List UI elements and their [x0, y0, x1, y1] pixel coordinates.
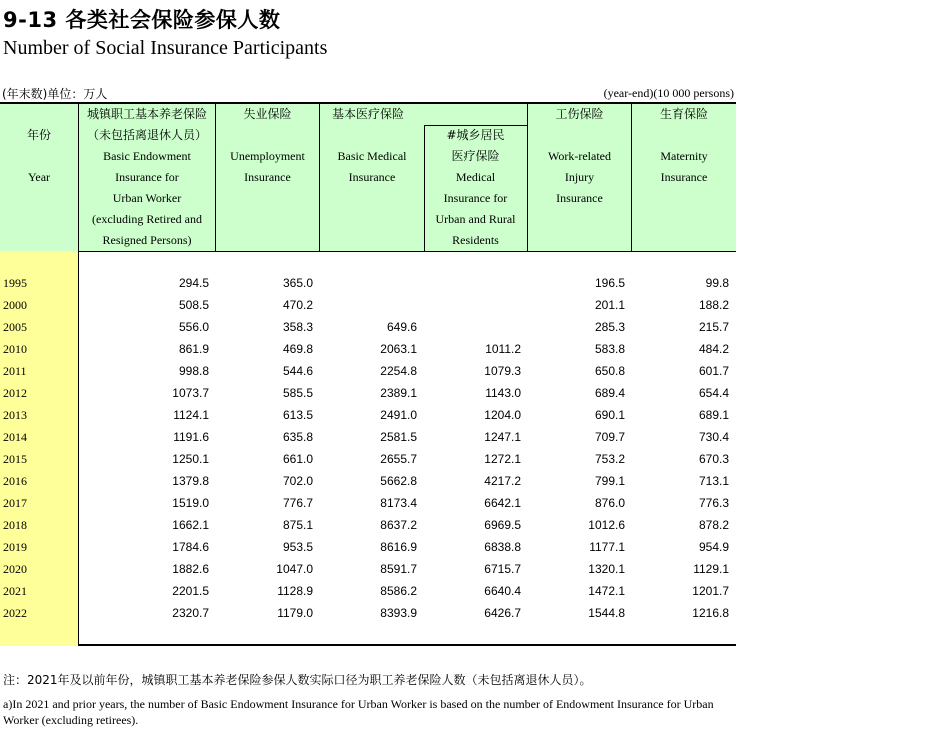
cell-medical: 8173.4 — [380, 496, 417, 510]
cell-injury: 285.3 — [594, 320, 625, 334]
unit-label-cn: (年末数)单位：万人 — [2, 87, 108, 101]
cell-maternity: 730.4 — [698, 430, 729, 444]
table-header — [0, 104, 736, 252]
cell-urban-rural: 6838.8 — [484, 540, 521, 554]
row-year: 2021 — [3, 584, 27, 598]
table-row — [0, 339, 736, 361]
cell-endowment: 556.0 — [178, 320, 209, 334]
cell-endowment: 294.5 — [178, 276, 209, 290]
cell-injury: 753.2 — [594, 452, 625, 466]
cell-maternity: 215.7 — [698, 320, 729, 334]
table-row — [0, 559, 736, 581]
cell-unemployment: 635.8 — [282, 430, 313, 444]
cell-injury: 1177.1 — [589, 540, 625, 554]
cell-injury: 689.4 — [594, 386, 625, 400]
cell-unemployment: 1128.9 — [277, 584, 313, 598]
cell-injury: 1012.6 — [588, 518, 625, 532]
cell-injury: 201.1 — [594, 298, 625, 312]
cell-endowment: 1124.1 — [173, 408, 209, 422]
cell-injury: 1320.1 — [588, 562, 625, 576]
cell-unemployment: 953.5 — [282, 540, 313, 554]
row-year: 1995 — [3, 276, 27, 290]
table-row — [0, 537, 736, 559]
cell-endowment: 1379.8 — [172, 474, 209, 488]
cell-unemployment: 365.0 — [282, 276, 313, 290]
cell-unemployment: 875.1 — [282, 518, 313, 532]
table-row — [0, 295, 736, 317]
cell-urban-rural: 1079.3 — [484, 364, 521, 378]
cell-injury: 1544.8 — [588, 606, 625, 620]
cell-endowment: 998.8 — [178, 364, 209, 378]
cell-medical: 8591.7 — [380, 562, 417, 576]
cell-urban-rural: 1272.1 — [484, 452, 521, 466]
cell-endowment: 1662.1 — [172, 518, 209, 532]
header-year: 年份 Year — [26, 128, 51, 184]
cell-injury: 583.8 — [594, 342, 625, 356]
cell-endowment: 1882.6 — [172, 562, 209, 576]
row-year: 2017 — [3, 496, 27, 510]
cell-medical: 2581.5 — [380, 430, 417, 444]
cell-endowment: 2201.5 — [172, 584, 209, 598]
footnote-en: a)In 2021 and prior years, the number of Basic Endowment Insurance for Urban Worker is based on the number of Endowment Insurance for Urban Worker (excluding retirees). — [3, 697, 714, 727]
page-title-cn: 9-13 各类社会保险参保人数 — [3, 8, 281, 32]
cell-urban-rural: 6642.1 — [484, 496, 521, 510]
cell-maternity: 1216.8 — [692, 606, 729, 620]
table-row — [0, 383, 736, 405]
cell-unemployment: 613.5 — [282, 408, 313, 422]
table-row — [0, 471, 736, 493]
row-year: 2018 — [3, 518, 27, 532]
cell-maternity: 188.2 — [698, 298, 729, 312]
cell-injury: 690.1 — [594, 408, 625, 422]
header-unemployment: 失业保险 Unemployment Insurance — [230, 107, 305, 184]
cell-medical: 8616.9 — [380, 540, 417, 554]
cell-endowment: 2320.7 — [172, 606, 209, 620]
cell-medical: 5662.8 — [380, 474, 417, 488]
cell-medical: 2254.8 — [380, 364, 417, 378]
cell-unemployment: 702.0 — [282, 474, 313, 488]
cell-endowment: 1519.0 — [172, 496, 209, 510]
cell-endowment: 1191.6 — [173, 430, 209, 444]
header-basic-medical: 基本医疗保险 Basic Medical Insurance — [332, 107, 407, 184]
cell-medical: 8637.2 — [380, 518, 417, 532]
table-row — [0, 449, 736, 471]
cell-endowment: 861.9 — [178, 342, 209, 356]
cell-maternity: 601.7 — [698, 364, 729, 378]
table-row — [0, 273, 736, 295]
row-year: 2015 — [3, 452, 27, 466]
cell-maternity: 1129.1 — [693, 562, 729, 576]
page-title-en: Number of Social Insurance Participants — [3, 37, 328, 59]
cell-endowment: 1250.1 — [172, 452, 209, 466]
row-year: 2013 — [3, 408, 27, 422]
cell-urban-rural: 1143.0 — [485, 386, 521, 400]
row-year: 2016 — [3, 474, 27, 488]
cell-urban-rural: 1204.0 — [484, 408, 521, 422]
cell-unemployment: 1179.0 — [277, 606, 313, 620]
cell-maternity: 776.3 — [698, 496, 729, 510]
header-maternity: 生育保险 Maternity Insurance — [659, 107, 708, 184]
cell-maternity: 484.2 — [698, 342, 729, 356]
cell-maternity: 713.1 — [698, 474, 729, 488]
cell-medical: 8393.9 — [380, 606, 417, 620]
cell-maternity: 689.1 — [698, 408, 729, 422]
cell-unemployment: 585.5 — [282, 386, 313, 400]
cell-urban-rural: 1011.2 — [485, 342, 521, 356]
cell-urban-rural: 6715.7 — [484, 562, 521, 576]
data-table — [0, 102, 736, 646]
cell-unemployment: 544.6 — [282, 364, 313, 378]
row-year: 2010 — [3, 342, 27, 356]
table-row — [0, 493, 736, 515]
cell-maternity: 878.2 — [698, 518, 729, 532]
cell-urban-rural: 6969.5 — [484, 518, 521, 532]
row-year: 2022 — [3, 606, 27, 620]
unit-label-en: (year-end)(10 000 persons) — [603, 86, 734, 100]
cell-injury: 650.8 — [594, 364, 625, 378]
cell-maternity: 99.8 — [705, 276, 729, 290]
table-row — [0, 581, 736, 603]
cell-maternity: 654.4 — [698, 386, 729, 400]
cell-medical: 8586.2 — [380, 584, 417, 598]
cell-unemployment: 470.2 — [282, 298, 313, 312]
cell-injury: 876.0 — [594, 496, 625, 510]
table-row — [0, 317, 736, 339]
cell-unemployment: 469.8 — [282, 342, 313, 356]
header-urban-rural-medical: #城乡居民 医疗保险 Medical Insurance for Urban and Rural Residents — [435, 128, 516, 247]
cell-maternity: 954.9 — [698, 540, 729, 554]
cell-medical: 2491.0 — [380, 408, 417, 422]
table-row — [0, 361, 736, 383]
footnote-cn: 注：2021年及以前年份，城镇职工基本养老保险参保人数实际口径为职工养老保险人数（未包括离退休人员）。 — [3, 673, 592, 687]
table-row — [0, 515, 736, 537]
cell-maternity: 670.3 — [698, 452, 729, 466]
cell-unemployment: 661.0 — [282, 452, 313, 466]
cell-urban-rural: 6426.7 — [484, 606, 521, 620]
cell-medical: 2063.1 — [380, 342, 417, 356]
row-year: 2020 — [3, 562, 27, 576]
row-year: 2005 — [3, 320, 27, 334]
table-row — [0, 427, 736, 449]
cell-maternity: 1201.7 — [692, 584, 729, 598]
cell-injury: 196.5 — [594, 276, 625, 290]
cell-injury: 1472.1 — [588, 584, 625, 598]
cell-medical: 2655.7 — [380, 452, 417, 466]
cell-unemployment: 776.7 — [282, 496, 313, 510]
row-year: 2000 — [3, 298, 27, 312]
cell-urban-rural: 4217.2 — [484, 474, 521, 488]
table-row — [0, 405, 736, 427]
cell-endowment: 1073.7 — [172, 386, 209, 400]
row-year: 2014 — [3, 430, 27, 444]
cell-medical: 2389.1 — [380, 386, 417, 400]
cell-injury: 709.7 — [594, 430, 625, 444]
cell-unemployment: 358.3 — [282, 320, 313, 334]
cell-medical: 649.6 — [386, 320, 417, 334]
cell-unemployment: 1047.0 — [276, 562, 313, 576]
table-row — [0, 603, 736, 625]
row-year: 2019 — [3, 540, 27, 554]
cell-injury: 799.1 — [594, 474, 625, 488]
cell-endowment: 508.5 — [178, 298, 209, 312]
row-year: 2012 — [3, 386, 27, 400]
cell-urban-rural: 1247.1 — [484, 430, 521, 444]
cell-endowment: 1784.6 — [172, 540, 209, 554]
header-basic-endowment: 城镇职工基本养老保险 （未包括离退休人员） Basic Endowment Insurance for Urban Worker (excluding Retired and Resigned Persons) — [86, 107, 207, 247]
row-year: 2011 — [3, 364, 27, 378]
header-work-injury: 工伤保险 Work-related Injury Insurance — [548, 107, 611, 205]
cell-urban-rural: 6640.4 — [484, 584, 521, 598]
